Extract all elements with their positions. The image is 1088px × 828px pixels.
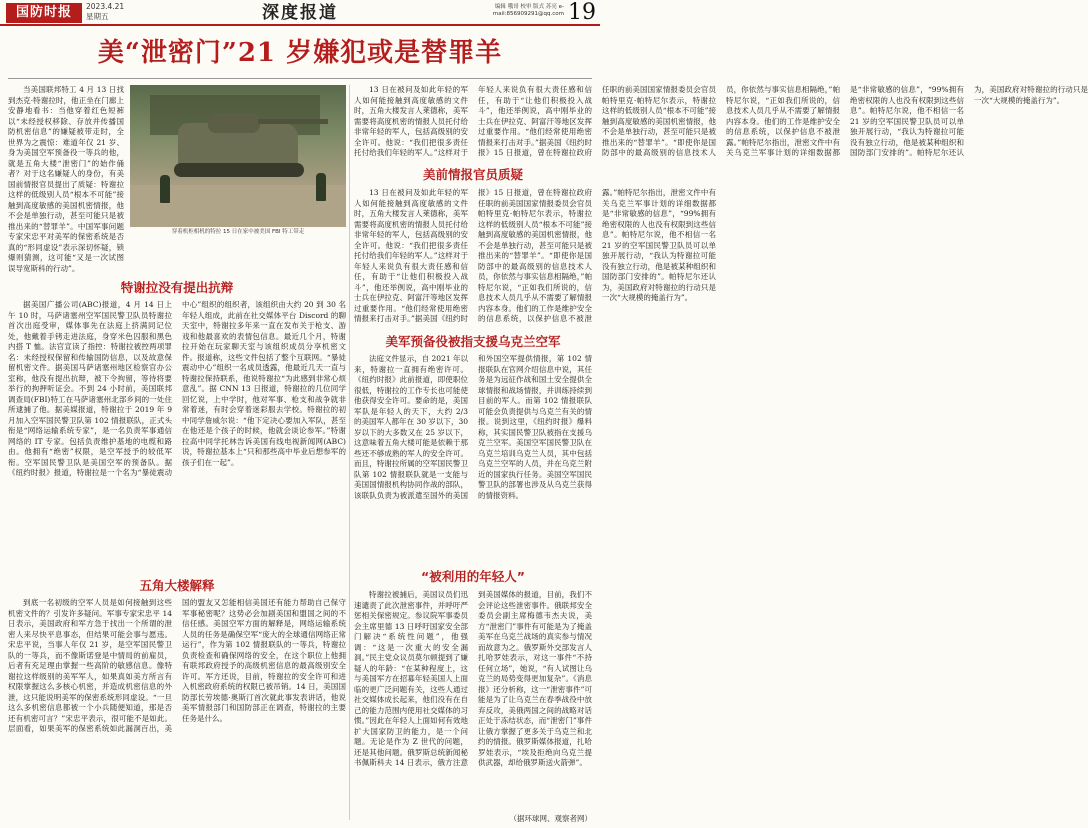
subhead-section-4: 美军预备役被指支援乌克兰空军 — [385, 334, 561, 349]
headline-divider — [8, 78, 592, 79]
section-3-lead-paragraph: 13 日在被问及如此年轻的军人如何能接触到高度敏感的文件时，五角大楼发言人莱德称，美军需要将高度机密的情报人员托付给非常年轻的军人，包括高级别的安全许可。他说：“我们把很多责任托付给我们年轻的军人。”这样对于年轻人来说负有很大责任感和信任，有助于“让他们积极投入战斗”，他还举例说，高中刚毕业的士兵在伊拉克、阿富汗等地区发挥过重要作用。“他们经常使用绝密情报来打击对手。”据美国《纽约时报》15 日报道，曾在特谢拉政府任职的前美国国家情报委员会官员帕特里克·帕特尼尔表示，特谢拉这样的低级别人员“根本不可能”接触到高度敏感的美国机密情报，他不会是单独行动，甚至可能只是被推出来的“替罪羊”。“即使你是国防部中的最高级别的信息技术人员，你依然与事实信息相隔绝，”帕特尼尔说，“正如我们所说的，信息技术人员几乎从不需要了解情报内容本身。他们的工作是维护安全的信息系统，以保护信息不被泄露。”帕特尼尔指出，泄密文件中有关乌克兰军事计划的详细数据都是“非常敏感的信息”，“99%拥有绝密权限的人也没有权限到这些信息”。帕特尼尔说，他不相信一名 21 岁的空军国民警卫队员可以单独开展行动，“我认为特谢拉可能没有独立行动，他是被某种组织和国防部门安排的”。帕特尼尔还认为，美国政府对特谢拉的行动只是一次“大规模的掩盖行为”。 — [354, 85, 1088, 157]
photo-person-shape — [316, 173, 326, 201]
page-number: 19 — [568, 0, 596, 25]
subhead-section-2: 五角大楼解释 — [139, 578, 215, 593]
article-intro — [8, 85, 124, 271]
section-2-body — [8, 598, 346, 820]
photo-track-shape — [174, 163, 304, 177]
subhead-section-5: “被利用的年轻人” — [421, 569, 525, 584]
issue-date: 2023.4.21 — [86, 2, 125, 11]
section-2-paragraph: 到底一名初级的空军人员是如何接触到这些机密文件的？引发许多疑问。军事专家宋忠平 14 日表示，美国政府和军方急于找出一个所谓的泄密人来尽快平息事态，但结果可能会事与愿违。宋忠平说，当事人年仅 21 岁，是空军国民警卫队的一等兵，而不像斯诺登是中情局的前雇员，后者有充足理由掌握一些高阶的敏感信息。像特谢拉这样级别的美军军人，如果真如美方所言有权限掌握这么多核心机密，并造成机密信息的外泄，这只能说明美军的保密系统形同虚设。“一旦这么多机密信息都被一个小兵随便知道，那是否还有机密可言？”宋忠平表示，很可能不是如此。层面看，如果美军的保密系统如此漏洞百出，美国的盟友又怎能相信美国还有能力帮助自己保守军事秘密呢？这势必会加剧美国和盟国之间的不信任感。美国空军方面的解释是，网络运输系统人员的任务是确保空军“庞大的全球通信网络正常运行”，作为第 102 情报联队的一等兵，特谢拉负责检查和确保网络的安全，在这个职位上他拥有联邦政府授予的高级机密信息的最高级别安全许可。军方还说，目前，特谢拉的安全许可和进入机密政府系统的权限已被吊销。14 日，美国国防部长劳埃德·奥斯汀首次就此事发表讲话，他说美军情报部门和国防部正在调查，特谢拉的主要任务是什么。 — [8, 598, 346, 733]
section-1-body — [8, 300, 346, 570]
article-headline: 美“泄密门”21 岁嫌犯或是替罪羊 — [97, 38, 503, 68]
article-byline: （据环球网、观察者网） — [509, 814, 592, 823]
issue-weekday: 星期五 — [86, 12, 109, 21]
section-5-body — [354, 590, 592, 812]
section-5-paragraph: 特谢拉被捕后，美国议员们迅速谴责了此次泄密事件，并呼吁严惩相关保密规定。参议院军事委员会主席里德 13 日呼吁国家安全部门解决“系统性问题”，他强调：“这是一次重大的安全漏洞。”民主党众议员莫尔顿提到了嫌疑人的年龄：“在某种程度上，这与美国军方在招募年轻美国人上面临的更广泛问题有关，这些人通过社交媒体成长起来，他们没有在自己的能力范围内使用社交媒体的习惯。”因此在年轻人上面如何有效地扩大国家防卫的能力，是一个问题。无论是作为 Z 世代的问题，还是其他问题。俄罗斯总统新闻秘书佩斯科夫 14 日表示，俄方注意到美国媒体的报道，目前，我们不会评论这些泄密事件。俄联邦安全委员会副主席梅德韦杰夫说，美方“泄密门”事件有可能是为了掩盖美军在乌克兰战场的真实参与情况而故意为之。俄罗斯外交部发言人扎哈罗娃表示，对这一事件“不持任何立场”，她说，“有人试图让乌克兰的局势变得更加复杂”。《消息报》还分析称，这一“泄密事件”可能是为了让乌克兰在春季战役中放弃反攻，美俄两国之间的战略对话正处于冻结状态，而“泄密门”事件让俄方掌握了更多关于乌克兰和北约的情报。俄罗斯媒体报道，扎哈罗娃表示，“埃及拒绝向乌克兰提供武器，却给俄罗斯送火箭弹”。 — [354, 590, 592, 767]
photo-caption: 穿着机柜相机的特拉 15 日在家中被美国 FBI 特工带走 — [171, 229, 305, 235]
intro-paragraph: 当美国联邦特工 4 月 13 日找到杰克·特谢拉时，他正坐在门廊上安静地看书：当他穿着红色短裤以“未经授权移除、存放并传播国防机密信息”的嫌疑被带走时，全世界为之震惊：难道年仅 21 岁、身为美国空军预备役一等兵的他，就是五角大楼“泄密门”的始作俑者？对于这名嫌疑人的身份，有美国前情报官员提出了质疑：特谢拉这样的低级别人员“根本不可能”接触到高度敏感的美国机密情报，他不会是单独行动，甚至可能只是被推出来的“替罪羊”。中国军事问题专家宋忠平对美军的保密系统是否真的“形同虚设”表示深切怀疑，锁爆则猜测，这可能“又是一次试图误导宽斯科的行动”。 — [8, 85, 124, 273]
subhead-section-3: 美前情报官员质疑 — [422, 167, 523, 182]
newspaper-logo: 国防时报 — [6, 3, 82, 23]
section-3-body — [354, 188, 716, 328]
photo-turret-shape — [208, 113, 260, 133]
subhead-section-1: 特谢拉没有提出抗辩 — [120, 280, 234, 295]
article-photo — [130, 85, 346, 227]
editor-credits: 编辑 哦哥 校审 版式 苏亮 e-mail:856909291@qq.com — [492, 4, 564, 17]
section-4-paragraph: 法庭文件显示，自 2021 年以来，特谢拉一直拥有绝密许可。《纽约时报》此前报道，即使职位很低，特谢拉的工作专长也可能使他获得安全许可。要命的是，美国军队是年轻人的天下，大约 2/3 的美国军人都年在 30 岁以下，30 岁以下的大多数又在 25 岁以下，这意味着五角大楼可能是依赖于那些还不够成熟的军人的安全许可。而且，特谢拉所属的空军国民警卫队第 102 情报联队就是一支能与美国国情报机构协同作战的部队，该联队负责为被派遣至国外的美国和外国空军提供情报，第 102 情报联队在官网介绍信息中说，其任务是为远征作战和国土安全提供全球情报和战场情报，并训练持续到目前的军人。而第 102 情报联队可能会负责提供与乌克兰有关的情报。说到这里，《纽约时报》爆料称，其实国民警卫队被指在支援乌克兰空军。美国空军国民警卫队在乌克兰培训乌克兰人员，其中包括乌克兰空军的人员，并在乌克兰附近的国家执行任务。美国空军国民警卫队的部署也涉及从乌克兰获得的情报资料。 — [354, 354, 592, 500]
column-divider — [349, 85, 350, 820]
section-1-paragraph: 据美国广播公司(ABC)报道，4 月 14 日上午 10 时，马萨诸塞州空军国民警卫队员特谢拉首次出庭受审，媒体事先在法庭上挤满同记位处，他戴着手铐走进法庭，身穿米色囚服和黑色内搭 T 恤。法官宣读了指控：特谢拉被控两项罪名：未经授权保留和传输国防信息，以及故意保留机密文件。据美国马萨诸塞州地区检察官办公室称，他没有提出抗辩，被下令拘留，等待将要举行的拘押听证会。不到 24 小时前，美国联邦调查局(FBI)特工在马萨诸塞州北部乡间的一处住所逮捕了他。据美媒报道，特谢拉于 2019 年 9 月加入空军国民警卫队第 102 情报联队，正式头衔是“网络运输系统专家”，是一名负责军事通信网络的 IT 专家。包括负责维护基地的电缆和路由。他拥有“绝密”权限，是空军授予的较低军衔。空军国民警卫队是美国空军的预备队。据《纽约时报》报道，特谢拉是一个名为“暴徒震动中心”组织的组织者，该组织由大约 20 到 30 名年轻人组成，此前在社交媒体平台 Discord 的聊天室中，特谢拉多年来一直在发布关于枪支、游戏和他最喜欢的表情包信息。最近几个月，特谢拉开始在玩家聊天室与该组织成员分享机密文件。报道称，这些文件包括了整个互联网。“暴徒震动中心”组织一名成员透露，他最近几天一直与特谢拉保持联系，他说特谢拉“为此感到非常心烦意乱”。据 CNN 13 日报道，特谢拉的几位同学回忆说，上中学时，他对军事、枪支和战争就非常着迷，有时会穿着迷彩服去学校。特谢拉的初中同学詹威尔说：“他下定决心要加入军队，甚至在他还是个孩子的时候，他就会谈论参军。”特谢拉高中同学托林告诉美国有线电视新闻网(ABC)说，特谢拉基本上“只和那些高中毕业后想参军的孩子们在一起”。 — [8, 300, 346, 477]
section-title: 深度报道 — [262, 3, 338, 23]
section-4-body — [354, 354, 592, 562]
section-3-paragraph: 13 日在被问及如此年轻的军人如何能接触到高度敏感的文件时，五角大楼发言人莱德称，美军需要将高度机密的情报人员托付给非常年轻的军人，包括高级别的安全许可。他说：“我们把很多责任托付给我们年轻的军人。”这样对于年轻人来说负有很大责任感和信任，有助于“让他们积极投入战斗”，他还举例说，高中刚毕业的士兵在伊拉克、阿富汗等地区发挥过重要作用。“他们经常使用绝密情报来打击对手。”据美国《纽约时报》15 日报道，曾在特谢拉政府任职的前美国国家情报委员会官员帕特里克·帕特尼尔表示，特谢拉这样的低级别人员“根本不可能”接触到高度敏感的美国机密情报，他不会是单独行动，甚至可能只是被推出来的“替罪羊”。“即使你是国防部中的最高级别的信息技术人员，你依然与事实信息相隔绝，”帕特尼尔说，“正如我们所说的，信息技术人员几乎从不需要了解情报内容本身。他们的工作是维护安全的信息系统，以保护信息不被泄露。”帕特尼尔指出，泄密文件中有关乌克兰军事计划的详细数据都是“非常敏感的信息”，“99%拥有绝密权限的人也没有权限到这些信息”。帕特尼尔说，他不相信一名 21 岁的空军国民警卫队员可以单独开展行动，“我认为特谢拉可能没有独立行动，他是被某种组织和国防部门安排的”。帕特尼尔还认为，美国政府对特谢拉的行动只是一次“大规模的掩盖行为”。 — [354, 188, 716, 323]
photo-person-shape — [160, 175, 170, 203]
section-3-lead — [354, 85, 1088, 163]
photo-barrel-shape — [258, 119, 328, 124]
masthead — [0, 0, 600, 26]
